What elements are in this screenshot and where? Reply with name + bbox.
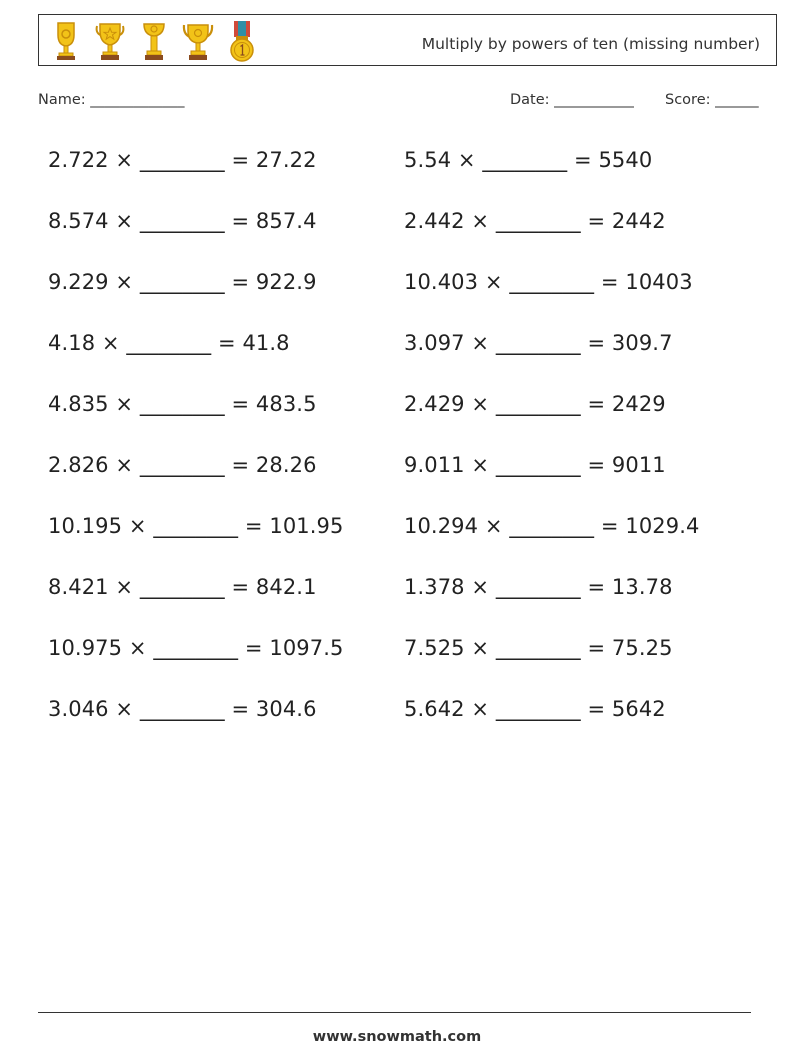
problem-left-9: 10.975 × ________ = 1097.5: [48, 636, 344, 660]
problem-left-1: 2.722 × ________ = 27.22: [48, 148, 317, 172]
problem-right-5: 2.429 × ________ = 2429: [404, 392, 666, 416]
date-field: Date: ___________: [510, 92, 634, 108]
footer-url: www.snowmath.com: [312, 1029, 482, 1045]
problem-right-1: 5.54 × ________ = 5540: [404, 148, 653, 172]
problem-right-3: 10.403 × ________ = 10403: [404, 270, 693, 294]
trophy-row: [49, 19, 269, 63]
problem-left-10: 3.046 × ________ = 304.6: [48, 697, 317, 721]
name-field: Name: _____________: [38, 92, 185, 108]
star-trophy-icon: [93, 19, 127, 63]
goblet-trophy-icon: [137, 19, 171, 63]
problem-left-2: 8.574 × ________ = 857.4: [48, 209, 317, 233]
problem-right-4: 3.097 × ________ = 309.7: [404, 331, 673, 355]
worksheet-title: Multiply by powers of ten (missing number): [421, 35, 760, 53]
problem-right-7: 10.294 × ________ = 1029.4: [404, 514, 700, 538]
problem-right-9: 7.525 × ________ = 75.25: [404, 636, 673, 660]
problem-left-3: 9.229 × ________ = 922.9: [48, 270, 317, 294]
problem-right-8: 1.378 × ________ = 13.78: [404, 575, 673, 599]
footer-divider: [38, 1012, 751, 1013]
score-field: Score: ______: [665, 92, 759, 108]
trophy-cup-icon: [49, 19, 83, 63]
problem-left-8: 8.421 × ________ = 842.1: [48, 575, 317, 599]
problem-left-6: 2.826 × ________ = 28.26: [48, 453, 317, 477]
problem-right-10: 5.642 × ________ = 5642: [404, 697, 666, 721]
problem-right-2: 2.442 × ________ = 2442: [404, 209, 666, 233]
problem-left-5: 4.835 × ________ = 483.5: [48, 392, 317, 416]
problem-right-6: 9.011 × ________ = 9011: [404, 453, 666, 477]
problem-left-7: 10.195 × ________ = 101.95: [48, 514, 344, 538]
problem-left-4: 4.18 × ________ = 41.8: [48, 331, 290, 355]
handled-trophy-icon: [181, 19, 215, 63]
header-box: [38, 14, 777, 66]
medal-icon: [225, 19, 259, 63]
